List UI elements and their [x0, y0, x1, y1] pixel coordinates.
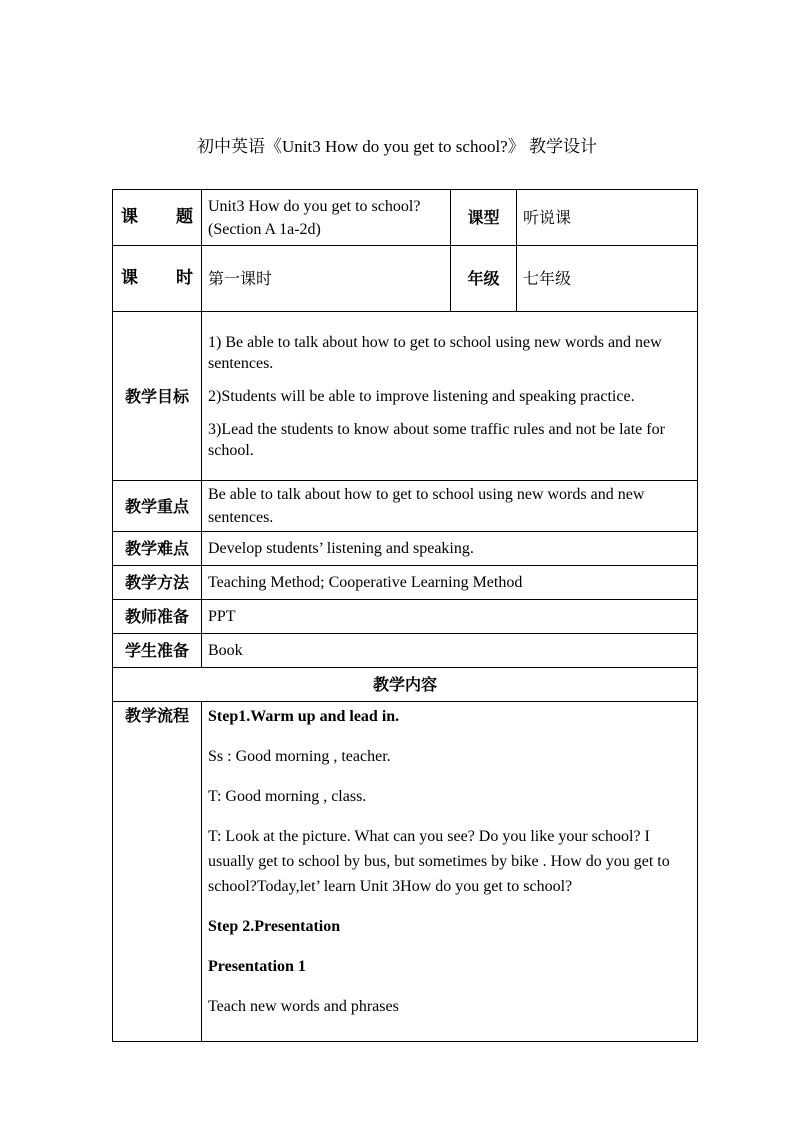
row-period [113, 246, 698, 312]
objectives-content [202, 312, 698, 481]
process-line: T: Look at the picture. What can you see? Do you like your school? I usually get to school by bus, but sometimes by bike . How do you get to school?Today,let’ learn Unit 3How do you get to school? [208, 828, 670, 895]
methods-value: Teaching Method; Cooperative Learning Method [202, 566, 698, 600]
student-prep-value: Book [202, 634, 698, 668]
methods-label: 教学方法 [113, 566, 202, 600]
objective-item: 1) Be able to talk about how to get to school using new words and new sentences. [208, 333, 662, 372]
row-student-prep [113, 634, 698, 668]
topic-label-char-2: 题 [176, 207, 193, 227]
key-points-label: 教学重点 [113, 481, 202, 532]
grade-label: 年级 [451, 246, 517, 312]
process-line: Teach new words and phrases [208, 998, 399, 1015]
period-value: 第一课时 [202, 246, 451, 312]
row-content-header [113, 668, 698, 702]
row-topic [113, 190, 698, 246]
course-type-value: 听说课 [517, 190, 698, 246]
process-label: 教学流程 [113, 702, 202, 1042]
process-step-heading: Step 2.Presentation [208, 918, 341, 935]
row-objectives [113, 312, 698, 481]
teacher-prep-value: PPT [202, 600, 698, 634]
difficulties-label: 教学难点 [113, 532, 202, 566]
student-prep-label: 学生准备 [113, 634, 202, 668]
lesson-plan-table [112, 189, 698, 1042]
row-process [113, 702, 698, 1042]
row-difficulties [113, 532, 698, 566]
process-line: T: Good morning , class. [208, 788, 367, 805]
topic-value: Unit3 How do you get to school?(Section A 1a-2d) [202, 190, 451, 246]
period-label-char-2: 时 [176, 268, 193, 288]
grade-value: 七年级 [517, 246, 698, 312]
topic-label-cell [113, 190, 202, 246]
period-label-char-1: 课 [121, 268, 138, 288]
course-type-label: 课型 [451, 190, 517, 246]
objective-item: 2)Students will be able to improve listening and speaking practice. [208, 387, 635, 405]
key-points-value: Be able to talk about how to get to school using new words and new sentences. [202, 481, 698, 532]
teacher-prep-label: 教师准备 [113, 600, 202, 634]
period-label-cell [113, 246, 202, 312]
process-content [202, 702, 698, 1042]
content-header: 教学内容 [113, 668, 698, 702]
objectives-label: 教学目标 [113, 312, 202, 481]
difficulties-value: Develop students’ listening and speaking. [202, 532, 698, 566]
topic-label-char-1: 课 [121, 207, 138, 227]
process-subheading: Presentation 1 [208, 958, 306, 975]
process-line: Ss : Good morning , teacher. [208, 748, 391, 765]
row-teacher-prep [113, 600, 698, 634]
row-methods [113, 566, 698, 600]
process-step-heading: Step1.Warm up and lead in. [208, 708, 400, 725]
row-key-points [113, 481, 698, 532]
document-title: 初中英语《Unit3 How do you get to school?》 教学设计 [197, 137, 597, 156]
objective-item: 3)Lead the students to know about some traffic rules and not be late for school. [208, 420, 665, 459]
